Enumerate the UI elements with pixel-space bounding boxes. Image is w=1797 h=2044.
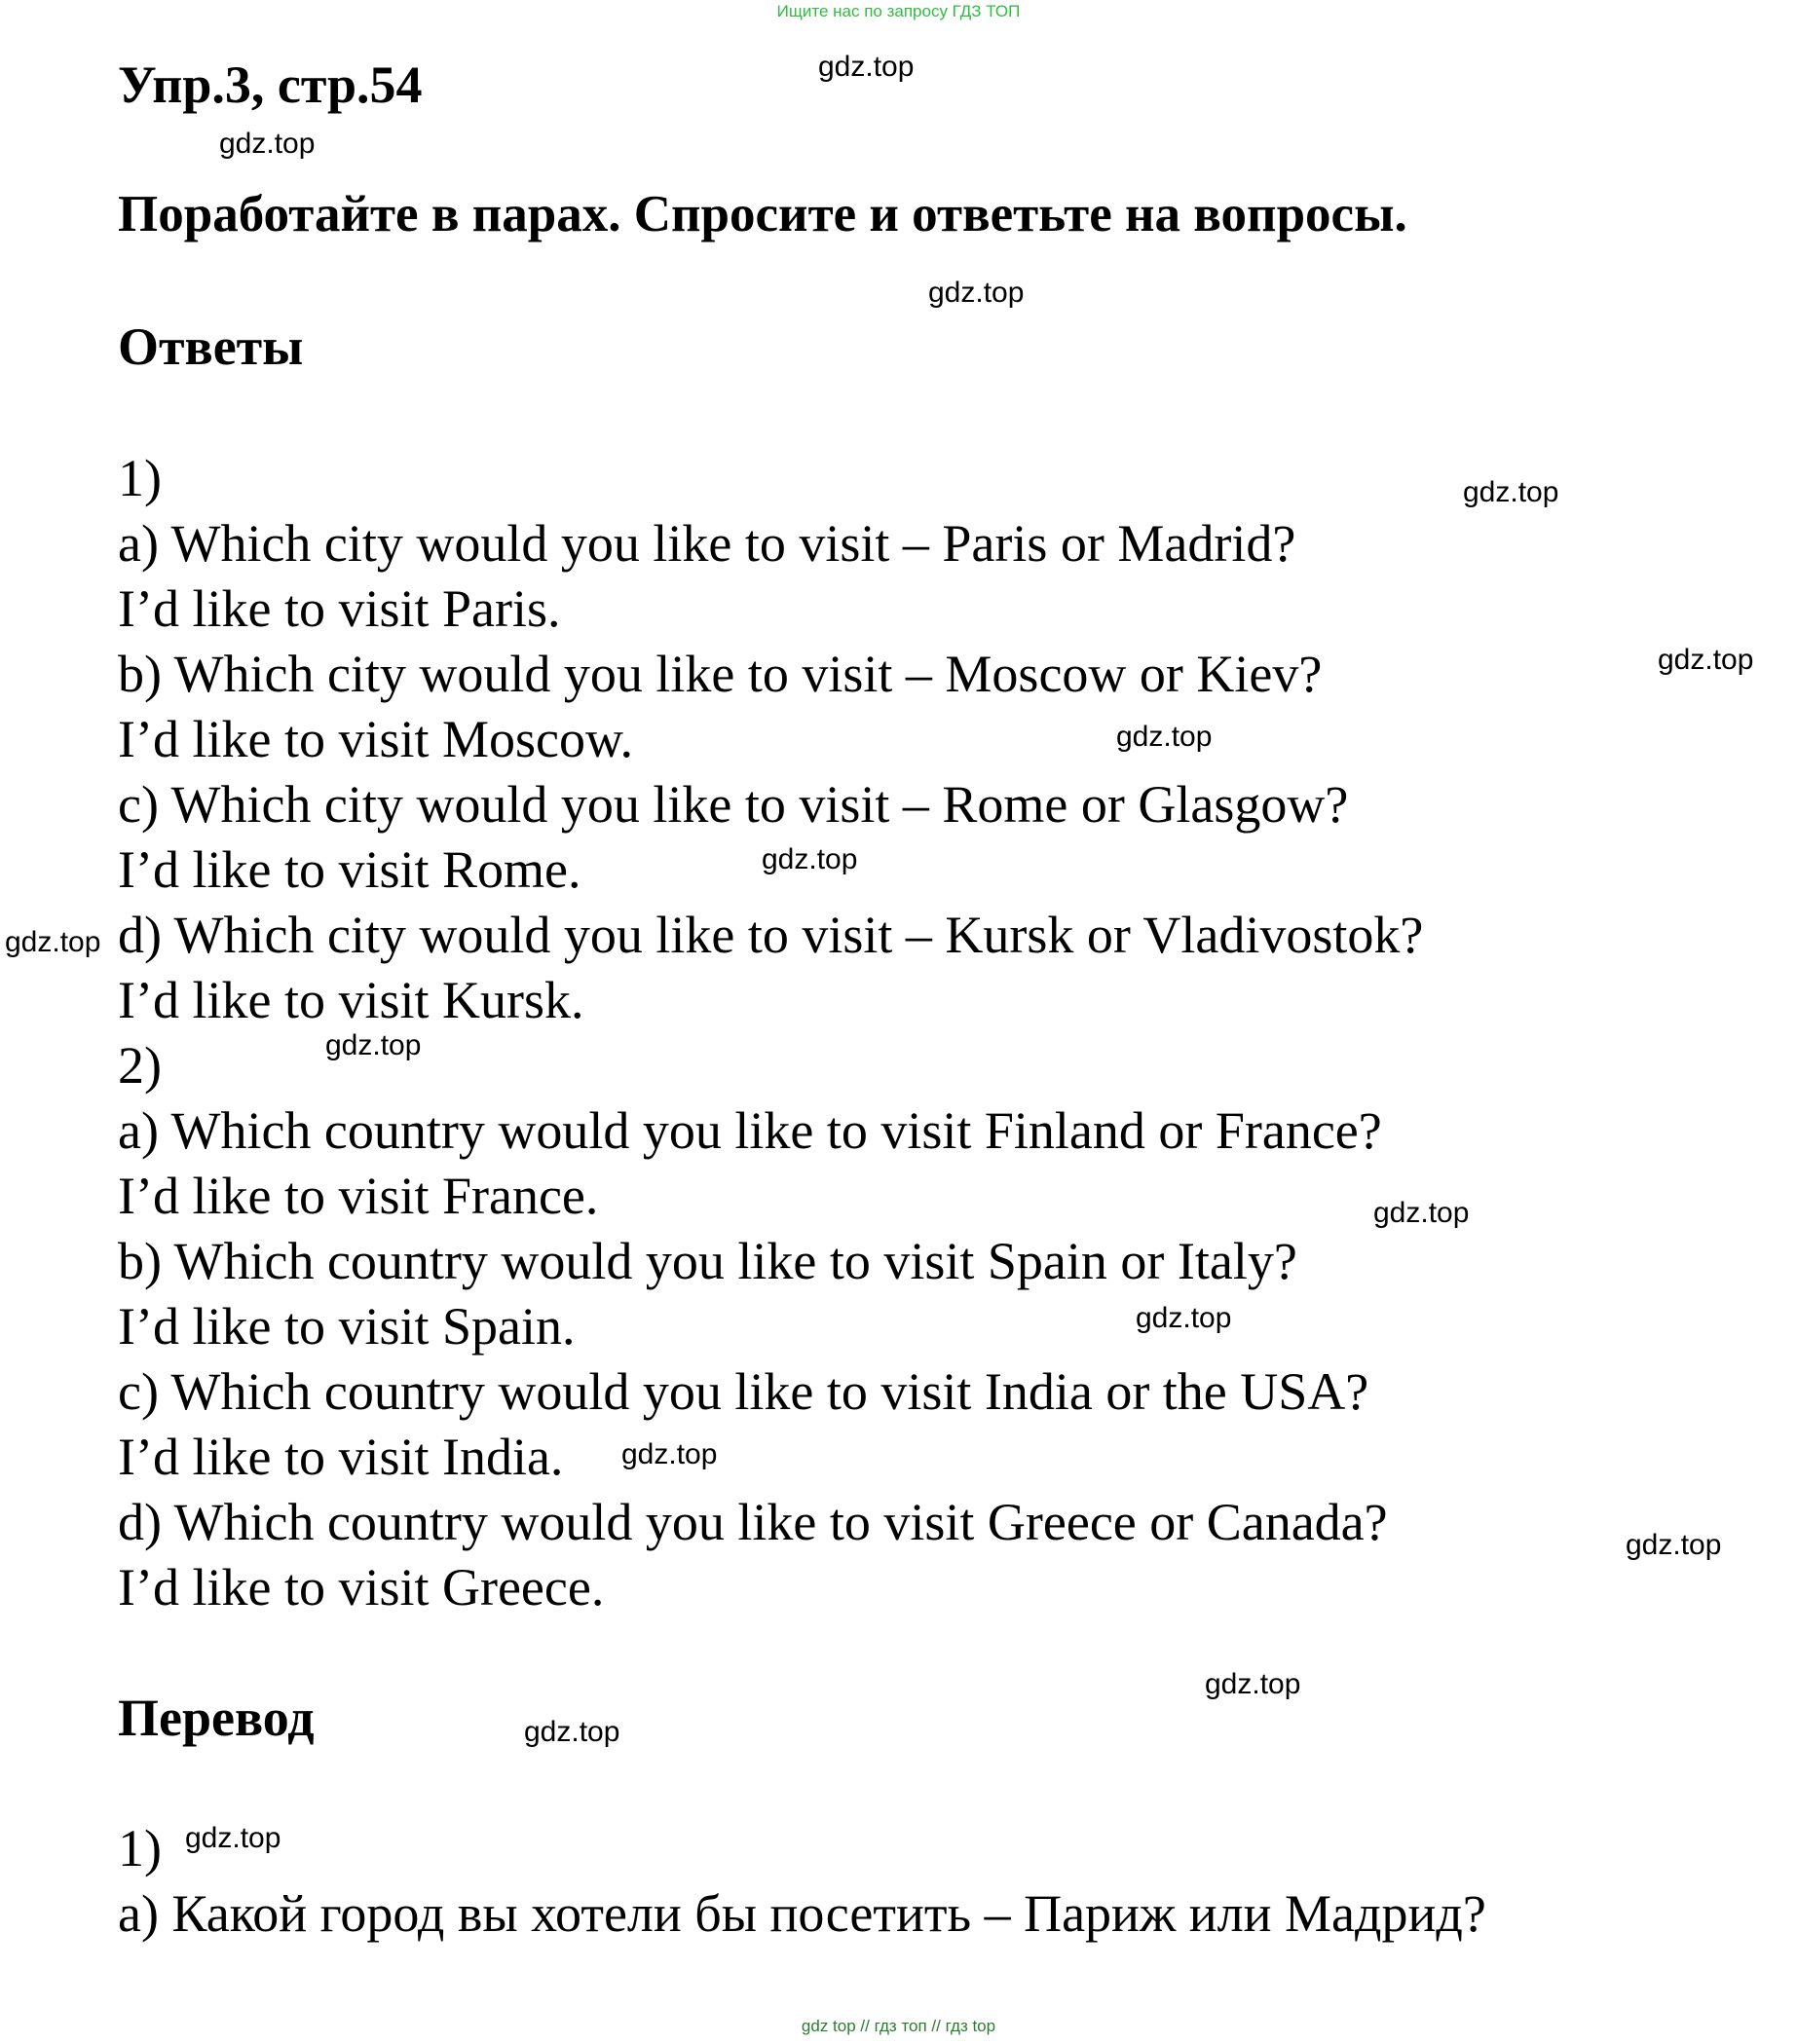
answer-line: I’d like to visit Paris. (118, 579, 561, 638)
answer-line: I’d like to visit India. (118, 1428, 564, 1486)
watermark: gdz.top (219, 128, 316, 160)
answer-line: I’d like to visit Greece. (118, 1558, 605, 1617)
page-title: Упр.3, стр.54 (118, 56, 423, 114)
translation-heading: Перевод (118, 1689, 315, 1747)
watermark: gdz.top (1373, 1197, 1470, 1229)
watermark: gdz.top (621, 1438, 718, 1470)
answer-line: a) Which country would you like to visit Finland or France? (118, 1101, 1382, 1160)
answer-line: d) Which country would you like to visit Greece or Canada? (118, 1493, 1388, 1551)
watermark: gdz.top (818, 51, 915, 83)
translation-line: а) Какой город вы хотели бы посетить – Париж или Мадрид? (118, 1884, 1486, 1943)
watermark: gdz.top (524, 1716, 620, 1748)
answer-line: a) Which city would you like to visit – Paris or Madrid? (118, 514, 1296, 573)
watermark: gdz.top (5, 926, 101, 958)
answer-line: c) Which country would you like to visit India or the USA? (118, 1362, 1369, 1421)
watermark: gdz.top (1116, 721, 1213, 753)
answer-line: c) Which city would you like to visit – Rome or Glasgow? (118, 775, 1349, 834)
answer-line: b) Which country would you like to visit Spain or Italy? (118, 1232, 1297, 1290)
watermark: gdz.top (1658, 644, 1754, 676)
watermark: gdz.top (1205, 1668, 1301, 1700)
answer-line: I’d like to visit Spain. (118, 1297, 576, 1356)
answer-line: b) Which city would you like to visit – Moscow or Kiev? (118, 645, 1323, 703)
watermark: gdz.top (1626, 1529, 1722, 1561)
top-banner: Ищите нас по запросу ГДЗ ТОП (776, 2, 1021, 20)
answer-line: I’d like to visit France. (118, 1167, 599, 1225)
watermark: gdz.top (325, 1029, 422, 1061)
watermark: gdz.top (185, 1822, 281, 1854)
answer-line: 1) (118, 449, 162, 507)
answers-heading: Ответы (118, 317, 304, 376)
watermark: gdz.top (928, 277, 1025, 309)
answer-line: I’d like to visit Kursk. (118, 971, 584, 1029)
task-instruction: Поработайте в парах. Спросите и ответьте на вопросы. (118, 186, 1407, 242)
answer-line: 2) (118, 1036, 162, 1095)
translation-line: 1) (118, 1819, 162, 1877)
watermark: gdz.top (762, 843, 858, 875)
footer-watermark: gdz top // гдз топ // гдз top (801, 2017, 996, 2035)
watermark: gdz.top (1136, 1302, 1232, 1334)
answer-line: d) Which city would you like to visit – Kursk or Vladivostok? (118, 906, 1424, 964)
watermark: gdz.top (1463, 476, 1559, 508)
answer-line: I’d like to visit Moscow. (118, 710, 633, 768)
answer-line: I’d like to visit Rome. (118, 840, 581, 899)
